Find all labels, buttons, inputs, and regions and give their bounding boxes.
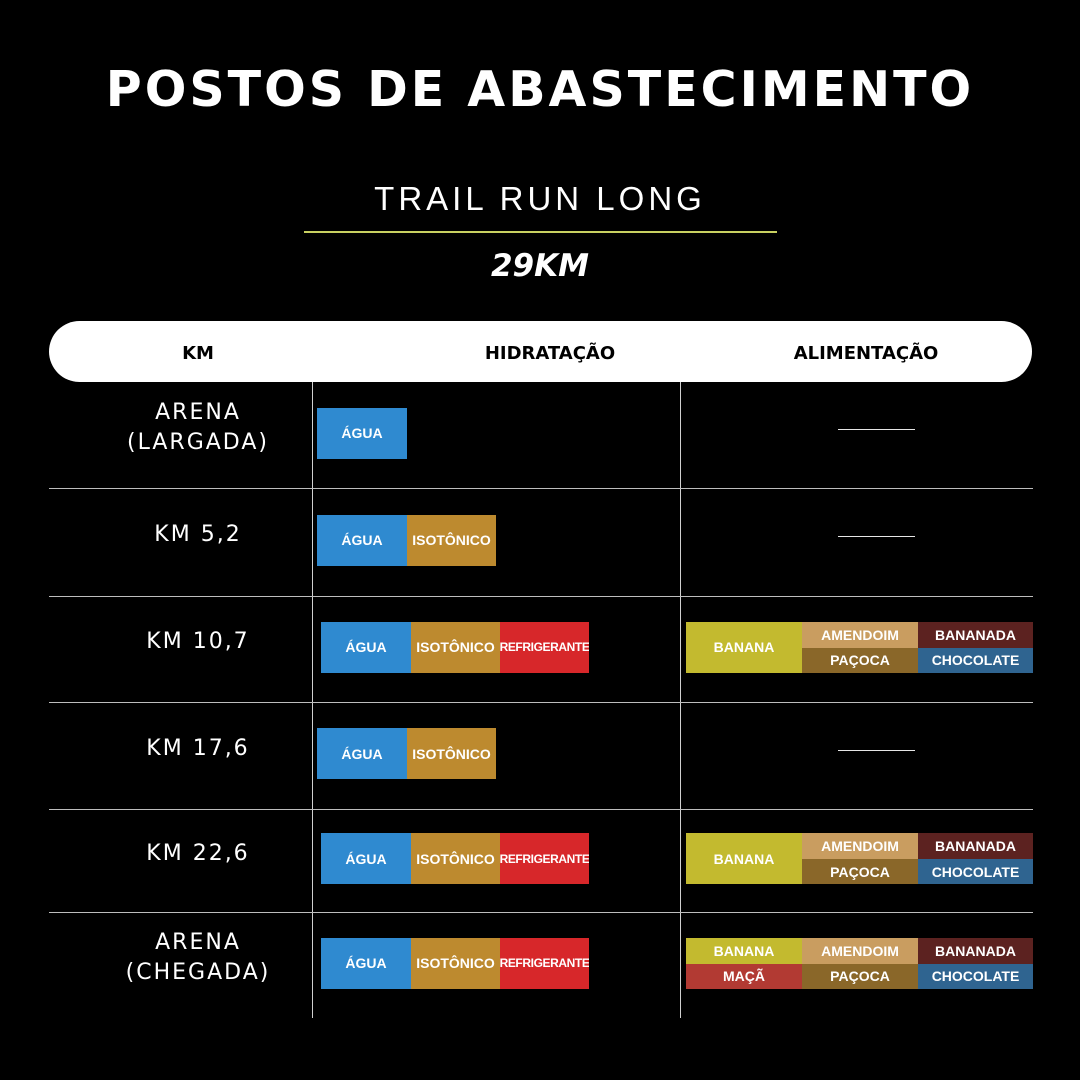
row-label-line: KM 17,6 xyxy=(146,735,250,761)
food-pacoca: PAÇOCA xyxy=(802,859,918,884)
row-label-km xyxy=(49,839,347,869)
page-title: POSTOS DE ABASTECIMENTO xyxy=(105,61,975,118)
no-food-dash xyxy=(838,429,915,430)
header-alimentacao: ALIMENTAÇÃO xyxy=(793,343,939,364)
drink-refrigerante: REFRIGERANTE xyxy=(500,833,589,884)
food-amendoim: AMENDOIM xyxy=(802,622,918,648)
row-separator xyxy=(49,596,1033,597)
hydration-items xyxy=(317,515,496,566)
row-separator xyxy=(49,702,1033,703)
hydration-items xyxy=(317,728,496,779)
row-separator xyxy=(49,488,1033,489)
row-label-line: ARENA xyxy=(155,400,241,425)
food-chocolate: CHOCOLATE xyxy=(918,648,1033,673)
hydration-items xyxy=(317,408,407,459)
row-label-line: ARENA xyxy=(155,930,241,955)
food-banana: BANANA xyxy=(686,622,802,673)
food-items xyxy=(686,622,1033,673)
hydration-items xyxy=(321,622,589,673)
row-label-line: KM 22,6 xyxy=(146,840,250,866)
food-items xyxy=(686,833,1033,884)
row-label-line: KM 10,7 xyxy=(146,629,250,654)
drink-refrigerante: REFRIGERANTE xyxy=(500,938,589,989)
header-hidratacao: HIDRATAÇÃO xyxy=(484,343,616,364)
food-bananada: BANANADA xyxy=(918,622,1033,648)
no-food-dash xyxy=(838,536,915,537)
drink-isotonico: ISOTÔNICO xyxy=(411,938,500,989)
row-label-line: KM 5,2 xyxy=(154,522,242,547)
food-bananada: BANANADA xyxy=(918,938,1033,964)
food-amendoim: AMENDOIM xyxy=(802,938,918,964)
row-label-line: (LARGADA) xyxy=(127,430,269,455)
row-label-km xyxy=(49,734,347,764)
row-label-line: (CHEGADA) xyxy=(125,960,271,985)
drink-agua: ÁGUA xyxy=(317,408,407,459)
drink-isotonico: ISOTÔNICO xyxy=(411,622,500,673)
row-separator xyxy=(49,809,1033,810)
food-chocolate: CHOCOLATE xyxy=(918,859,1033,884)
row-label-km xyxy=(49,627,347,657)
food-maca: MAÇÃ xyxy=(686,964,802,989)
drink-isotonico: ISOTÔNICO xyxy=(407,515,496,566)
food-amendoim: AMENDOIM xyxy=(802,833,918,859)
drink-isotonico: ISOTÔNICO xyxy=(411,833,500,884)
drink-agua: ÁGUA xyxy=(321,833,411,884)
row-label-km xyxy=(49,928,347,988)
food-bananada: BANANADA xyxy=(918,833,1033,859)
food-chocolate: CHOCOLATE xyxy=(918,964,1033,989)
drink-agua: ÁGUA xyxy=(321,622,411,673)
hydration-items xyxy=(321,938,589,989)
food-pacoca: PAÇOCA xyxy=(802,964,918,989)
hydration-items xyxy=(321,833,589,884)
drink-agua: ÁGUA xyxy=(321,938,411,989)
drink-isotonico: ISOTÔNICO xyxy=(407,728,496,779)
food-banana: BANANA xyxy=(686,833,802,884)
drink-refrigerante: REFRIGERANTE xyxy=(500,622,589,673)
row-label-km xyxy=(49,398,347,458)
row-separator xyxy=(49,912,1033,913)
no-food-dash xyxy=(838,750,915,751)
food-banana: BANANA xyxy=(686,938,802,964)
drink-agua: ÁGUA xyxy=(317,728,407,779)
race-name: TRAIL RUN LONG xyxy=(374,180,706,217)
food-pacoca: PAÇOCA xyxy=(802,648,918,673)
food-items xyxy=(686,938,1033,989)
race-distance: 29KM xyxy=(490,248,589,284)
row-label-km xyxy=(49,520,347,550)
drink-agua: ÁGUA xyxy=(317,515,407,566)
header-km: KM xyxy=(182,343,214,364)
